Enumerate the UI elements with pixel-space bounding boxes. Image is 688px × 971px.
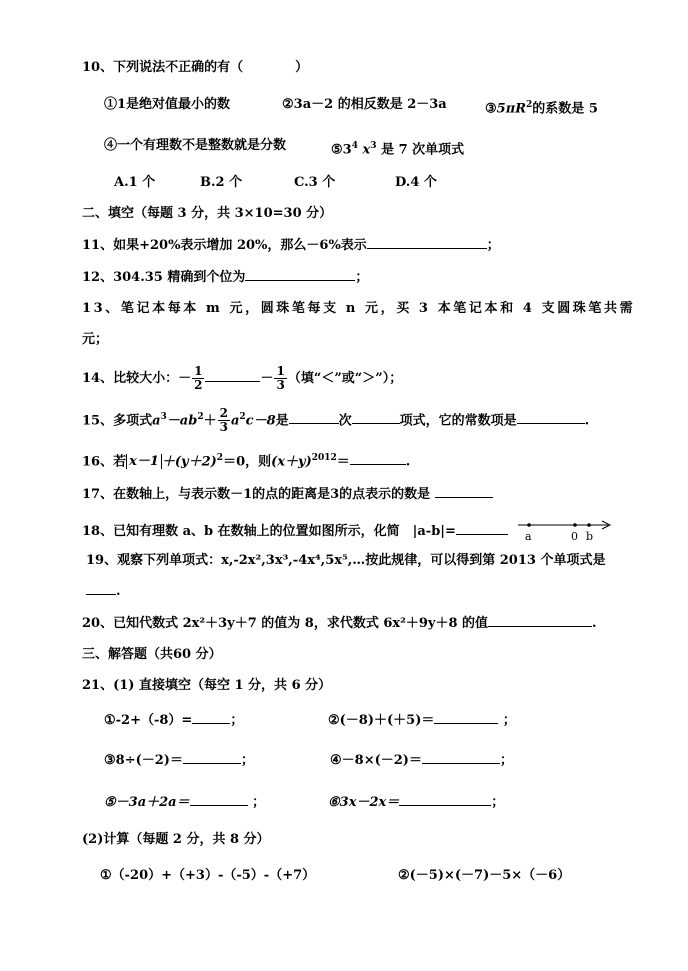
q10-choice-b: B.2 个	[200, 175, 243, 190]
q21-item-3: ③8÷(－2)＝ ；	[104, 753, 254, 768]
q21-part-2-heading: (2)计算（每题 2 分，共 8 分）	[82, 832, 270, 847]
q11: 11、如果+20%表示增加 20%，那么－6%表示 ；	[82, 238, 500, 253]
q15: 15、多项式$a^3-ab^2+$ $\frac{2}{3}$ $a^2c-8$是 次 项式，它的常数项是 .	[82, 406, 590, 435]
q20: 20、已知代数式 2x²＋3y＋7 的值为 8，求代数式 6x²＋9y＋8 的值 .	[82, 616, 597, 631]
section-3-heading: 三、解答题（共60 分）	[82, 647, 222, 662]
point-b	[587, 523, 591, 527]
q17: 17、在数轴上，与表示数－1的点的距离是3的点表示的数是	[82, 485, 493, 504]
q18: 18、已知有理数 a、b 在数轴上的位置如图所示，化简 |a-b|=	[82, 522, 508, 541]
q21-item-5: ⑤－3a＋2a＝ ；	[104, 795, 266, 810]
point-zero	[573, 523, 577, 527]
q10-option-2: ②3a－2 的相反数是 2－3a	[282, 97, 447, 112]
q10-choice-c: C.3 个	[294, 175, 336, 190]
q12: 12、304.35 精确到个位为 ；	[82, 270, 369, 285]
q10-option-3: $③5\pi R^2$的系数是 5	[485, 100, 598, 117]
q14: 14、比较大小：－ $\frac{1}{2}$ － $\frac{1}{3}$ （填“＜”或“＞”）；	[82, 364, 403, 392]
q21-item-6: ⑥3x－2x＝ ；	[328, 795, 505, 810]
q10-option-5: $⑤3^4$ $x^3$ 是 7 次单项式	[331, 141, 465, 158]
label-a: a	[525, 530, 532, 543]
q21-calc-2: ②(－5)×(－7)－5×（－6）	[398, 868, 571, 883]
q19-line-2: .	[86, 582, 121, 601]
q10-option-1: ①1是绝对值最小的数	[104, 97, 231, 112]
q13-line-1: 13、笔记本每本 m 元，圆珠笔每支 n 元，买 3 本笔记本和 4 支圆珠笔共需	[82, 301, 636, 316]
q10-stem: 10、下列说法不正确的有（ ）	[82, 60, 309, 75]
q21-calc-1: ①（-20）+（+3）-（-5）-（+7）	[100, 868, 316, 883]
q21-part-1-heading: 21、(1) 直接填空（每空 1 分，共 6 分）	[82, 678, 332, 693]
number-line-figure	[516, 518, 616, 546]
q21-item-2: ②(－8)＋(＋5)＝ ；	[328, 713, 516, 728]
q10-option-4: ④一个有理数不是整数就是分数	[104, 138, 287, 153]
q10-choice-d: D.4 个	[395, 175, 437, 190]
section-2-heading: 二、填空（每题 3 分，共 3×10=30 分）	[82, 206, 333, 221]
point-a	[527, 523, 531, 527]
q10-choice-a: A.1 个	[114, 175, 156, 190]
q19-line-1: 19、观察下列单项式：x,-2x²,3x³,-4x⁴,5x⁵,…按此规律，可以得到第 2013 个单项式是	[86, 553, 606, 568]
q13-line-2: 元；	[82, 332, 109, 347]
label-b: b	[586, 530, 594, 543]
q21-item-4: ④－8×(－2)＝ ；	[330, 753, 513, 768]
label-zero: 0	[571, 530, 578, 543]
q21-item-1: ①-2+（-8）= ；	[104, 713, 244, 728]
q16: 16、若 $x-1 +(y+2)^2=0$，则$(x+y)^{2012}=$ .	[82, 453, 411, 470]
